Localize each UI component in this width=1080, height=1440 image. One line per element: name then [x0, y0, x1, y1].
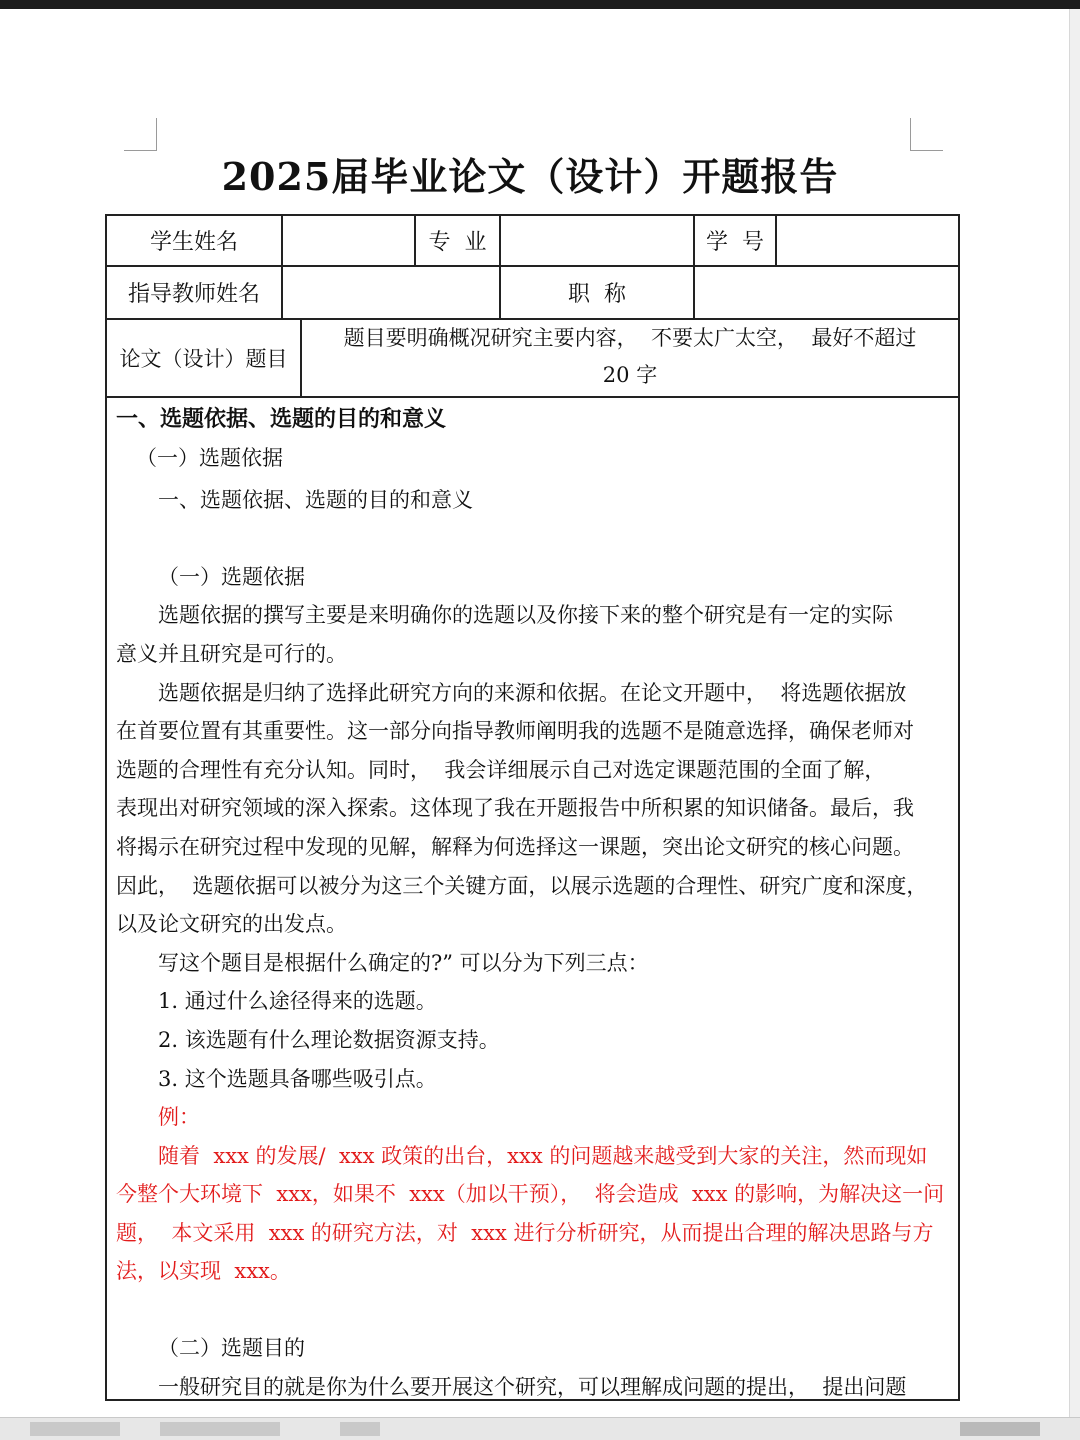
paragraph-line: 表现出对研究领域的深入探索。这体现了我在开题报告中所积累的知识储备。最后，我	[116, 796, 914, 821]
paragraph-line: 意义并且研究是可行的。	[116, 641, 347, 666]
blank-line	[116, 520, 950, 556]
table-rule	[105, 396, 960, 398]
document-title: 2025届毕业论文（设计）开题报告	[221, 154, 839, 199]
example-line: 法，以实现 xxx。	[116, 1259, 291, 1284]
thesis-title-label: 论文（设计）题目	[119, 347, 288, 371]
status-segment	[340, 1422, 380, 1436]
paragraph-line: 一般研究目的就是你为什么要开展这个研究，可以理解成问题的提出， 提出问题	[158, 1374, 907, 1399]
thesis-title-field[interactable]	[302, 320, 958, 396]
window-top-bar	[0, 0, 1080, 9]
paragraph-line: 以及论文研究的出发点。	[116, 912, 347, 937]
section-heading-repeat: 一、选题依据、选题的目的和意义	[158, 488, 473, 513]
major-label: 专 业	[428, 230, 487, 255]
example-line: 今整个大环境下 xxx，如果不 xxx（加以干预）， 将会造成 xxx 的影响，为解决这一问	[116, 1182, 945, 1207]
paragraph-line: 写这个题目是根据什么确定的?” 可以分为下列三点：	[158, 950, 649, 975]
advisor-name-field[interactable]	[283, 267, 499, 318]
example-line: 随着 xxx 的发展/ xxx 政策的出台，xxx 的问题越来越受到大家的关注，然而现如	[158, 1143, 928, 1168]
list-item: 3. 这个选题具备哪些吸引点。	[158, 1066, 437, 1091]
vertical-scrollbar[interactable]	[1069, 9, 1080, 1417]
subsection-heading: （二）选题目的	[158, 1336, 305, 1361]
paragraph-line: 在首要位置有其重要性。这一部分向指导教师阐明我的选题不是随意选择，确保老师对	[116, 719, 914, 744]
proposal-body[interactable]	[116, 400, 950, 1406]
example-label: 例：	[158, 1105, 200, 1130]
example-line: 题， 本文采用 xxx 的研究方法，对 xxx 进行分析研究，从而提出合理的解决思路与方	[116, 1220, 934, 1245]
title-rank-field[interactable]	[695, 267, 958, 318]
student-name-label: 学生姓名	[149, 230, 238, 255]
list-item: 2. 该选题有什么理论数据资源支持。	[158, 1027, 500, 1052]
status-bar	[0, 1417, 1080, 1440]
major-field[interactable]	[501, 216, 693, 265]
section-heading: 一、选题依据、选题的目的和意义	[116, 406, 447, 432]
paragraph-line: 选题依据是归纳了选择此研究方向的来源和依据。在论文开题中， 将选题依据放	[158, 680, 907, 705]
student-id-field[interactable]	[777, 216, 958, 265]
status-segment	[160, 1422, 280, 1436]
list-item: 1. 通过什么途径得来的选题。	[158, 989, 437, 1014]
student-name-field[interactable]	[283, 216, 414, 265]
status-tray[interactable]	[960, 1422, 1040, 1436]
student-id-label: 学 号	[706, 230, 764, 255]
thesis-title-hint: 20 字	[602, 363, 658, 387]
blank-line	[116, 1291, 950, 1329]
paragraph-line: 选题依据的撰写主要是来明确你的选题以及你接下来的整个研究是有一定的实际	[158, 603, 893, 628]
thesis-title-hint: 题目要明确概况研究主要内容， 不要太广太空， 最好不超过	[343, 326, 917, 350]
subsection-heading: （一）选题依据	[136, 445, 283, 470]
status-segment	[30, 1422, 120, 1436]
title-rank-label: 职 称	[568, 282, 626, 307]
subsection-heading-repeat: （一）选题依据	[158, 564, 305, 589]
paragraph-line: 将揭示在研究过程中发现的见解，解释为何选择这一课题，突出论文研究的核心问题。	[116, 834, 914, 859]
paragraph-line: 因此， 选题依据可以被分为这三个关键方面，以展示选题的合理性、研究广度和深度，	[116, 873, 928, 898]
paragraph-line: 选题的合理性有充分认知。同时， 我会详细展示自己对选定课题范围的全面了解，	[116, 757, 886, 782]
advisor-name-label: 指导教师姓名	[127, 282, 260, 307]
